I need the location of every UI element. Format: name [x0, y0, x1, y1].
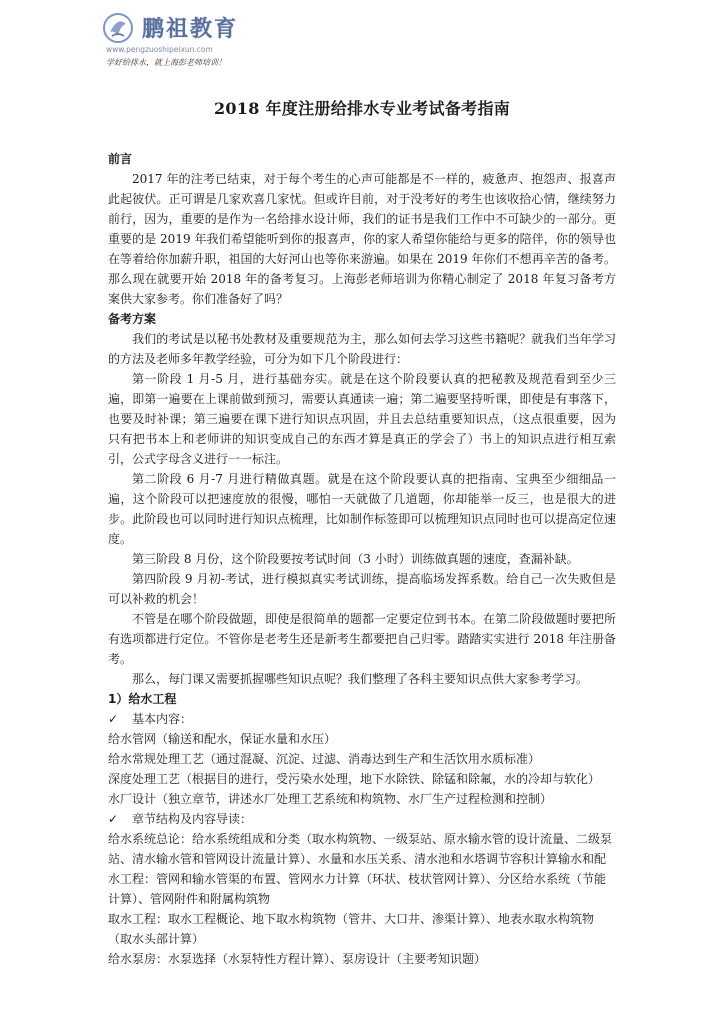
document-body — [108, 92, 616, 969]
plan-heading: 备考方案 — [108, 312, 157, 326]
brand-logo-icon — [102, 12, 134, 44]
preface-heading: 前言 — [108, 152, 133, 166]
stage-4-paragraph: 第四阶段 9 月初-考试，进行模拟真实考试训练，提高临场发挥系数。给自己一次失败但是可以补救的机会！ — [108, 572, 616, 606]
chapter-guide-label-text: 章节结构及内容导读： — [132, 812, 253, 826]
brand-slogan: 学好给排水，就上海彭老师培训！ — [106, 58, 226, 67]
advice-paragraph: 不管是在哪个阶段做题，即使是很简单的题都一定要定位到书本。在第二阶段做题时要把所有选项都进行定位。不管你是老考生还是新考生都要把自己归零。踏踏实实进行 2018 年注册备考。 — [108, 612, 616, 666]
transition-paragraph: 那么，每门课又需要抓握哪些知识点呢？我们整理了各科主要知识点供大家参考学习。 — [132, 672, 589, 686]
brand-name: 鹏祖教育 — [142, 17, 239, 42]
basic-item: 水厂设计（独立章节，讲述水厂处理工艺系统和构筑物、水厂生产过程检测和控制） — [108, 792, 553, 806]
chapter-item: 取水工程：取水工程概论、地下取水构筑物（管井、大口井、渗渠计算）、地表水取水构筑物（取水头部计算） — [108, 912, 595, 946]
brand-url: www.pengzuoshipeixun.com — [106, 45, 213, 54]
checkmark-icon: ✓ — [108, 812, 119, 826]
basic-item: 给水常规处理工艺（通过混凝、沉淀、过滤、消毒达到生产和生活饮用水质标准） — [108, 752, 541, 766]
basic-content-label-text: 基本内容： — [132, 712, 193, 726]
stage-1-paragraph: 第一阶段 1 月-5 月，进行基础夯实。就是在这个阶段要认真的把秘教及规范看到至少三遍，即第一遍要在上课前做到预习，需要认真通读一遍；第二遍要坚持听课，即使是有事落下，也要及时补课；第三遍要在课下进行知识点巩固，并且去总结重要知识点，（这点很重要，因为只有把书本上和老师讲的知识变成自己的东西才算是真正的学会了）书上的知识点进行相互索引，公式字母含义进行一一标注。 — [108, 372, 616, 466]
checkmark-icon: ✓ — [108, 712, 119, 726]
stage-2-paragraph: 第二阶段 6 月-7 月进行精做真题。就是在这个阶段要认真的把指南、宝典至少细细品一遍，这个阶段可以把速度放的很慢，哪怕一天就做了几道题，你却能举一反三，也是很大的进步。此阶段也可以同时进行知识点梳理，比如制作标签即可以梳理知识点同时也可以提高定位速度。 — [108, 472, 616, 546]
basic-item: 深度处理工艺（根据目的进行，受污染水处理，地下水除铁、除锰和除氟，水的冷却与软化） — [108, 772, 601, 786]
preface-paragraph: 2017 年的注考已结束，对于每个考生的心声可能都是不一样的，疲惫声、抱怨声、报喜声此起彼伏。正可谓是几家欢喜几家忧。但或许目前，对于没考好的考生也该收拾心情，继续努力前行，因为，重要的是作为一名给排水设计师，我们的证书是我们工作中不可缺少的一部分。更重要的是 2019 年我们希望能听到你的报喜声，你的家人希望你能给与更多的陪伴，你的领导也在等着给你加薪升职，祖国的大好河山也等你来游遍。如果在 2019 年你们不想再辛苦的备考。那么现在就要开始 2018 年的备考复习。上海彭老师培训为你精心制定了 2018 年复习备考方案供大家参考。你们准备好了吗？ — [108, 172, 616, 306]
document-title: 2018 年度注册给排水专业考试备考指南 — [213, 99, 511, 118]
basic-content-label — [108, 709, 616, 729]
chapter-guide-label — [108, 809, 616, 829]
chapter-item: 给水泵房：水泵选择（水泵特性方程计算）、泵房设计（主要考知识题） — [108, 952, 487, 966]
chapter-item: 给水系统总论：给水系统组成和分类（取水构筑物、一级泵站、原水输水管的设计流量、二级泵站、清水输水管和管网设计流量计算）、水量和水压关系、清水池和水塔调节容积计算输水和配水工程：管网和输水管渠的布置、管网水力计算（环状、枝状管网计算）、分区给水系统（节能计算）、管网附件和附属构筑物 — [108, 832, 613, 906]
stage-3-paragraph: 第三阶段 8 月份，这个阶段要按考试时间（3 小时）训练做真题的速度，查漏补缺。 — [132, 552, 579, 566]
brand-header — [96, 8, 396, 68]
water-supply-heading: 1）给水工程 — [108, 692, 177, 706]
basic-item: 给水管网（输送和配水，保证水量和水压） — [108, 732, 337, 746]
plan-intro-paragraph: 我们的考试是以秘书处教材及重要规范为主，那么如何去学习这些书籍呢？就我们当年学习的方法及老师多年教学经验，可分为如下几个阶段进行： — [108, 332, 616, 366]
